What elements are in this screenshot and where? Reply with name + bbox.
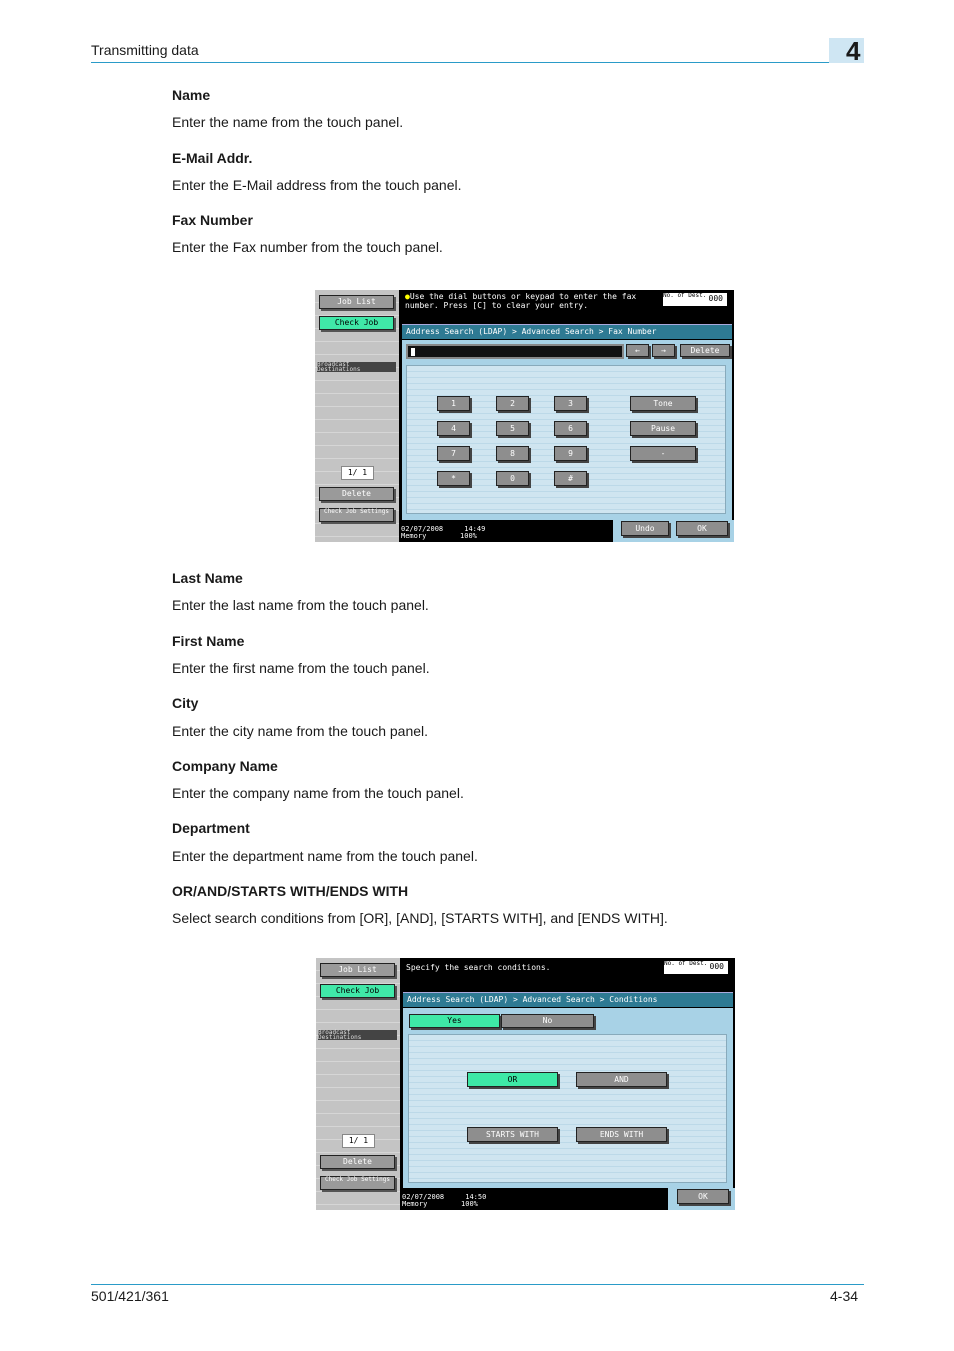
check-job-settings-button[interactable]: Check Job Settings [320, 1176, 395, 1190]
arrow-left-button[interactable]: ← [626, 344, 649, 357]
key-2[interactable]: 2 [496, 396, 529, 411]
check-job-button[interactable]: Check Job [320, 984, 395, 998]
check-job-settings-button[interactable]: Check Job Settings [319, 508, 394, 522]
yes-button[interactable]: Yes [409, 1014, 500, 1028]
status-date: 02/07/2008 [401, 525, 444, 533]
dest-label: No. of Dest. [663, 292, 707, 299]
section-heading-city: City [172, 695, 199, 711]
key-1[interactable]: 1 [437, 396, 470, 411]
broadcast-destinations-label: Broadcast Destinations [317, 362, 396, 372]
key-star[interactable]: * [437, 471, 470, 486]
section-text-first-name: Enter the first name from the touch panel. [172, 660, 430, 676]
section-heading-last-name: Last Name [172, 570, 243, 586]
no-button[interactable]: No [501, 1014, 594, 1028]
dest-label: No. of Dest. [664, 960, 708, 967]
status-memory: Memory [402, 1200, 428, 1208]
footer-rule [91, 1284, 864, 1285]
section-text-department: Enter the department name from the touch panel. [172, 848, 478, 864]
destination-count [663, 293, 727, 306]
section-heading-fax: Fax Number [172, 212, 253, 228]
page-counter: 1/ 1 [342, 1134, 375, 1148]
broadcast-destinations-label: Broadcast Destinations [318, 1030, 397, 1040]
key-4[interactable]: 4 [437, 421, 470, 436]
chapter-number: 4 [846, 36, 861, 66]
delete-button[interactable]: Delete [680, 344, 730, 357]
delete-job-button[interactable]: Delete [319, 487, 394, 501]
and-button[interactable]: AND [576, 1072, 667, 1087]
dest-count: 000 [708, 294, 723, 303]
ok-button[interactable]: OK [676, 521, 728, 536]
section-text-conditions: Select search conditions from [OR], [AND], [STARTS WITH], and [ENDS WITH]. [172, 910, 668, 926]
section-text-fax: Enter the Fax number from the touch panel. [172, 239, 443, 255]
panel-body [403, 1008, 733, 1188]
tone-button[interactable]: Tone [630, 396, 696, 411]
status-bar [402, 1194, 486, 1208]
check-job-button[interactable]: Check Job [319, 316, 394, 330]
instruction-message: ●Use the dial buttons or keypad to enter the fax number. Press [C] to clear your entry. [405, 292, 637, 310]
arrow-right-button[interactable]: → [652, 344, 675, 357]
section-heading-company: Company Name [172, 758, 278, 774]
breadcrumb: Address Search (LDAP) > Advanced Search > Fax Number [402, 324, 732, 339]
ends-with-button[interactable]: ENDS WITH [576, 1127, 667, 1142]
key-hash[interactable]: # [554, 471, 587, 486]
section-heading-name: Name [172, 87, 211, 103]
job-list-button[interactable]: Job List [320, 963, 395, 977]
left-panel [315, 290, 399, 542]
fax-number-input[interactable] [406, 344, 624, 359]
key-5[interactable]: 5 [496, 421, 529, 436]
conditions-area [408, 1034, 727, 1183]
section-text-company: Enter the company name from the touch panel. [172, 785, 464, 801]
conditions-screen [316, 958, 735, 1210]
section-heading-department: Department [172, 820, 250, 836]
running-header: Transmitting data [91, 42, 199, 58]
status-memory: Memory [401, 532, 427, 540]
undo-button[interactable]: Undo [621, 521, 669, 536]
bulb-icon: ● [405, 292, 410, 301]
status-memory-pct: 100% [460, 532, 477, 540]
section-heading-email: E-Mail Addr. [172, 150, 253, 166]
keypad-area [406, 365, 726, 514]
destination-count [664, 961, 728, 974]
section-heading-conditions: OR/AND/STARTS WITH/ENDS WITH [172, 883, 409, 899]
key-7[interactable]: 7 [437, 446, 470, 461]
dash-button[interactable]: - [630, 446, 696, 461]
panel-body [402, 340, 732, 520]
section-text-last-name: Enter the last name from the touch panel. [172, 597, 429, 613]
section-text-email: Enter the E-Mail address from the touch panel. [172, 177, 462, 193]
status-bar [401, 526, 485, 540]
key-8[interactable]: 8 [496, 446, 529, 461]
key-0[interactable]: 0 [496, 471, 529, 486]
page-counter: 1/ 1 [341, 466, 374, 480]
key-9[interactable]: 9 [554, 446, 587, 461]
section-text-name: Enter the name from the touch panel. [172, 114, 404, 130]
footer-page-number: 4-34 [830, 1288, 859, 1304]
job-list-button[interactable]: Job List [319, 295, 394, 309]
left-panel [316, 958, 400, 1210]
header-rule [91, 62, 864, 63]
instruction-message: Specify the search conditions. [406, 963, 551, 972]
ok-button[interactable]: OK [677, 1189, 729, 1204]
status-date: 02/07/2008 [402, 1193, 445, 1201]
starts-with-button[interactable]: STARTS WITH [467, 1127, 558, 1142]
pause-button[interactable]: Pause [630, 421, 696, 436]
dest-count: 000 [709, 962, 724, 971]
delete-job-button[interactable]: Delete [320, 1155, 395, 1169]
fax-number-screen [315, 290, 734, 542]
status-time: 14:50 [465, 1193, 487, 1201]
section-text-city: Enter the city name from the touch panel. [172, 723, 429, 739]
key-6[interactable]: 6 [554, 421, 587, 436]
breadcrumb: Address Search (LDAP) > Advanced Search > Conditions [403, 992, 733, 1007]
or-button[interactable]: OR [467, 1072, 558, 1087]
key-3[interactable]: 3 [554, 396, 587, 411]
section-heading-first-name: First Name [172, 633, 245, 649]
status-time: 14:49 [464, 525, 486, 533]
status-memory-pct: 100% [461, 1200, 478, 1208]
footer-model: 501/421/361 [91, 1288, 169, 1304]
